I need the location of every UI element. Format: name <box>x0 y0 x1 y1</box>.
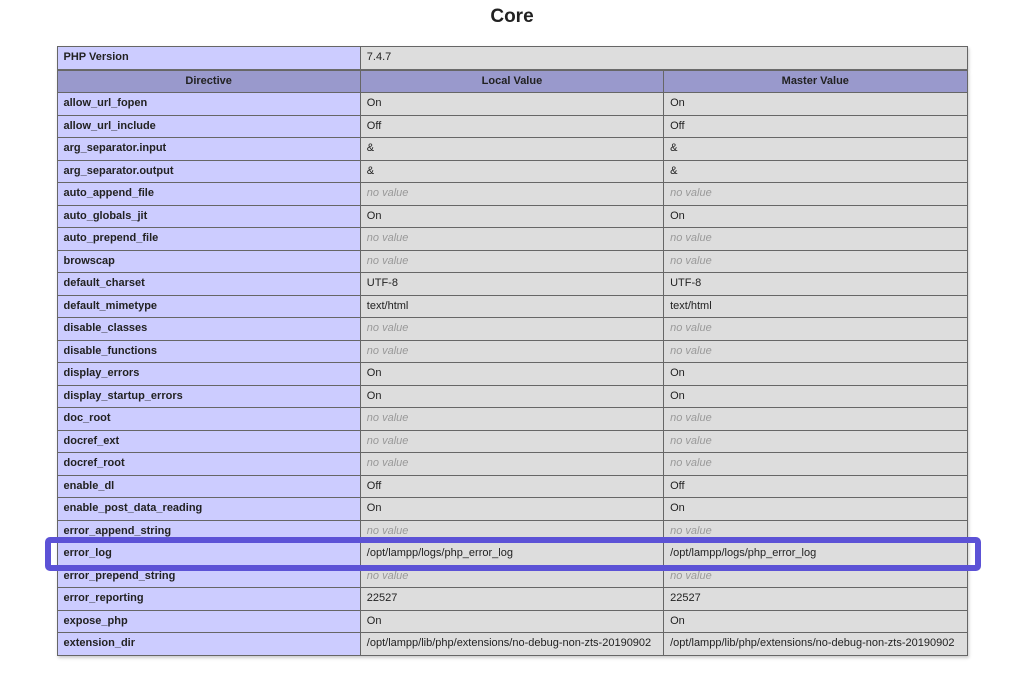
local-cell: no value <box>360 183 663 206</box>
master-cell: text/html <box>664 295 967 318</box>
table-row <box>57 93 967 116</box>
table-row <box>57 138 967 161</box>
directive-cell: enable_post_data_reading <box>57 498 360 521</box>
master-cell: UTF-8 <box>664 273 967 296</box>
master-cell: On <box>664 363 967 386</box>
master-cell: no value <box>664 250 967 273</box>
master-cell: no value <box>664 565 967 588</box>
master-cell: On <box>664 610 967 633</box>
master-cell: /opt/lampp/lib/php/extensions/no-debug-non-zts-20190902 <box>664 633 967 656</box>
column-header-master-value: Master Value <box>664 70 967 93</box>
table-header-row <box>57 70 967 93</box>
master-cell: no value <box>664 340 967 363</box>
local-cell: no value <box>360 520 663 543</box>
local-cell: no value <box>360 565 663 588</box>
php-version-table <box>57 46 968 70</box>
local-cell: On <box>360 498 663 521</box>
table-row <box>57 610 967 633</box>
master-cell: & <box>664 160 967 183</box>
local-cell: On <box>360 93 663 116</box>
local-cell: no value <box>360 453 663 476</box>
directive-cell: arg_separator.output <box>57 160 360 183</box>
table-row <box>57 47 967 70</box>
directive-cell: extension_dir <box>57 633 360 656</box>
php-version-value: 7.4.7 <box>360 47 967 70</box>
table-row <box>57 183 967 206</box>
table-row <box>57 498 967 521</box>
directive-cell: expose_php <box>57 610 360 633</box>
directive-cell: allow_url_fopen <box>57 93 360 116</box>
local-cell: no value <box>360 250 663 273</box>
local-cell: /opt/lampp/lib/php/extensions/no-debug-non-zts-20190902 <box>360 633 663 656</box>
table-row <box>57 408 967 431</box>
table-row <box>57 273 967 296</box>
local-cell: Off <box>360 475 663 498</box>
directive-cell: browscap <box>57 250 360 273</box>
page-title: Core <box>490 6 534 27</box>
core-directives-table <box>57 70 968 656</box>
directive-cell: error_prepend_string <box>57 565 360 588</box>
table-row <box>57 385 967 408</box>
master-cell: Off <box>664 115 967 138</box>
table-row <box>57 363 967 386</box>
master-cell: On <box>664 205 967 228</box>
local-cell: no value <box>360 430 663 453</box>
master-cell: no value <box>664 228 967 251</box>
local-cell: /opt/lampp/logs/php_error_log <box>360 543 663 566</box>
directive-cell: docref_root <box>57 453 360 476</box>
directive-cell: disable_classes <box>57 318 360 341</box>
directive-cell: enable_dl <box>57 475 360 498</box>
master-cell: no value <box>664 430 967 453</box>
directive-cell: error_append_string <box>57 520 360 543</box>
table-row <box>57 475 967 498</box>
directive-cell: auto_prepend_file <box>57 228 360 251</box>
table-row <box>57 520 967 543</box>
table-row <box>57 588 967 611</box>
table-row <box>57 160 967 183</box>
local-cell: 22527 <box>360 588 663 611</box>
local-cell: no value <box>360 318 663 341</box>
directive-cell: disable_functions <box>57 340 360 363</box>
local-cell: On <box>360 610 663 633</box>
directive-cell: allow_url_include <box>57 115 360 138</box>
master-cell: no value <box>664 520 967 543</box>
table-row <box>57 543 967 566</box>
master-cell: no value <box>664 453 967 476</box>
master-cell: no value <box>664 408 967 431</box>
directive-cell: default_charset <box>57 273 360 296</box>
master-cell: On <box>664 93 967 116</box>
master-cell: Off <box>664 475 967 498</box>
column-header-local-value: Local Value <box>360 70 663 93</box>
table-row <box>57 205 967 228</box>
local-cell: no value <box>360 408 663 431</box>
table-row <box>57 295 967 318</box>
table-row <box>57 115 967 138</box>
local-cell: On <box>360 385 663 408</box>
local-cell: no value <box>360 340 663 363</box>
table-row <box>57 318 967 341</box>
local-cell: & <box>360 160 663 183</box>
master-cell: On <box>664 385 967 408</box>
local-cell: & <box>360 138 663 161</box>
master-cell: /opt/lampp/logs/php_error_log <box>664 543 967 566</box>
table-row <box>57 430 967 453</box>
directive-cell: display_errors <box>57 363 360 386</box>
directive-cell: default_mimetype <box>57 295 360 318</box>
directive-cell: auto_globals_jit <box>57 205 360 228</box>
local-cell: no value <box>360 228 663 251</box>
directive-cell: error_log <box>57 543 360 566</box>
php-version-label: PHP Version <box>57 47 360 70</box>
table-row <box>57 633 967 656</box>
local-cell: On <box>360 205 663 228</box>
table-row <box>57 250 967 273</box>
master-cell: 22527 <box>664 588 967 611</box>
directive-cell: arg_separator.input <box>57 138 360 161</box>
local-cell: text/html <box>360 295 663 318</box>
master-cell: & <box>664 138 967 161</box>
directive-cell: error_reporting <box>57 588 360 611</box>
column-header-directive: Directive <box>57 70 360 93</box>
table-row <box>57 340 967 363</box>
directive-cell: doc_root <box>57 408 360 431</box>
local-cell: On <box>360 363 663 386</box>
directive-cell: auto_append_file <box>57 183 360 206</box>
table-row <box>57 453 967 476</box>
master-cell: On <box>664 498 967 521</box>
local-cell: Off <box>360 115 663 138</box>
local-cell: UTF-8 <box>360 273 663 296</box>
directive-cell: display_startup_errors <box>57 385 360 408</box>
master-cell: no value <box>664 318 967 341</box>
directive-cell: docref_ext <box>57 430 360 453</box>
master-cell: no value <box>664 183 967 206</box>
table-row <box>57 228 967 251</box>
table-row <box>57 565 967 588</box>
